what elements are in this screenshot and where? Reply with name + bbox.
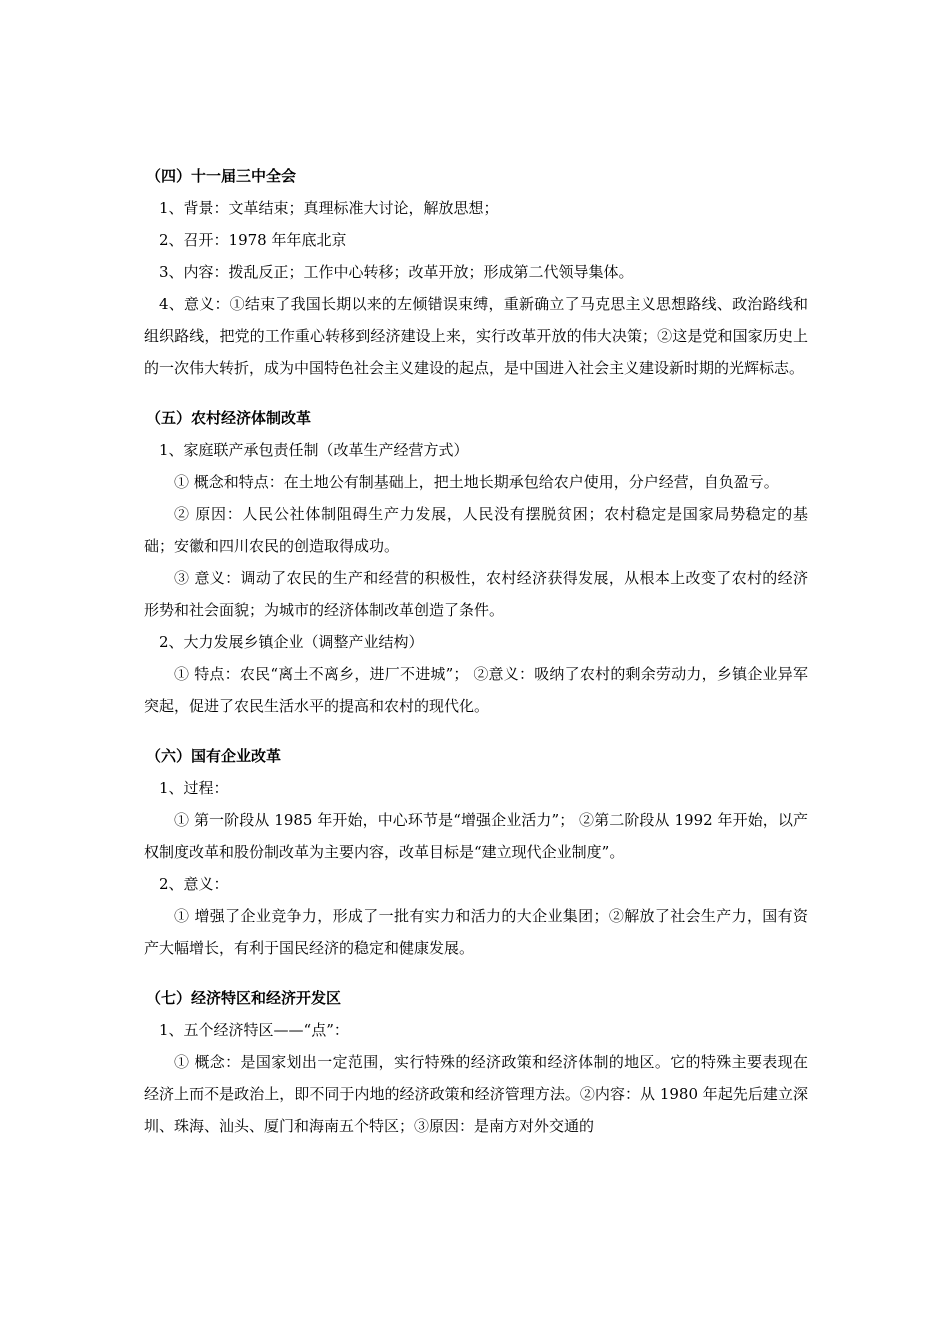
subheading: 1、过程： (159, 779, 229, 797)
section-heading: （五）农村经济体制改革 (146, 409, 312, 427)
list-item: 1、背景：文革结束；真理标准大讨论，解放思想； (159, 199, 499, 217)
paragraph: ① 概念：是国家划出一定范围，实行特殊的经济政策和经济体制的地区。它的特殊主要表现在经济上而不是政治上，即不同于内地的经济政策和经济管理方法。②内容：从 1980 年起先后建立深圳、珠海、汕头、厦门和海南五个特区；③原因：是南方对外交通的 (144, 1053, 808, 1135)
subheading: 1、家庭联产承包责任制（改革生产经营方式） (159, 441, 469, 459)
list-item: 2、召开：1978 年年底北京 (159, 231, 347, 249)
paragraph: ① 增强了企业竞争力，形成了一批有实力和活力的大企业集团；②解放了社会生产力，国有资产大幅增长，有利于国民经济的稳定和健康发展。 (144, 907, 808, 957)
subheading: 1、五个经济特区——“点”： (159, 1021, 349, 1039)
section-6 (144, 740, 808, 964)
section-heading: （四）十一届三中全会 (146, 167, 297, 185)
subheading: 2、大力发展乡镇企业（调整产业结构） (159, 633, 424, 651)
section-7 (144, 982, 808, 1142)
paragraph: ① 特点：农民“离土不离乡，进厂不进城”； ②意义：吸纳了农村的剩余劳动力，乡镇企业异军突起，促进了农民生活水平的提高和农村的现代化。 (144, 665, 808, 715)
section-heading: （七）经济特区和经济开发区 (146, 989, 342, 1007)
paragraph: ① 概念和特点：在土地公有制基础上，把土地长期承包给农户使用，分户经营，自负盈亏。 (174, 473, 779, 491)
section-5 (144, 402, 808, 722)
paragraph: ② 原因：人民公社体制阻碍生产力发展，人民没有摆脱贫困；农村稳定是国家局势稳定的基础；安徽和四川农民的创造取得成功。 (144, 505, 808, 555)
section-4 (144, 160, 808, 384)
section-heading: （六）国有企业改革 (146, 747, 282, 765)
subheading: 2、意义： (159, 875, 229, 893)
paragraph: ③ 意义：调动了农民的生产和经营的积极性，农村经济获得发展，从根本上改变了农村的经济形势和社会面貌；为城市的经济体制改革创造了条件。 (144, 569, 808, 619)
document-body (144, 160, 808, 1160)
paragraph: ① 第一阶段从 1985 年开始，中心环节是“增强企业活力”； ②第二阶段从 1992 年开始，以产权制度改革和股份制改革为主要内容，改革目标是“建立现代企业制度”。 (144, 811, 808, 861)
list-item: 3、内容：拨乱反正；工作中心转移；改革开放；形成第二代领导集体。 (159, 263, 634, 281)
list-item: 4、意义：①结束了我国长期以来的左倾错误束缚，重新确立了马克思主义思想路线、政治路线和组织路线，把党的工作重心转移到经济建设上来，实行改革开放的伟大决策；②这是党和国家历史上的一次伟大转折，成为中国特色社会主义建设的起点，是中国进入社会主义建设新时期的光辉标志。 (144, 295, 808, 377)
